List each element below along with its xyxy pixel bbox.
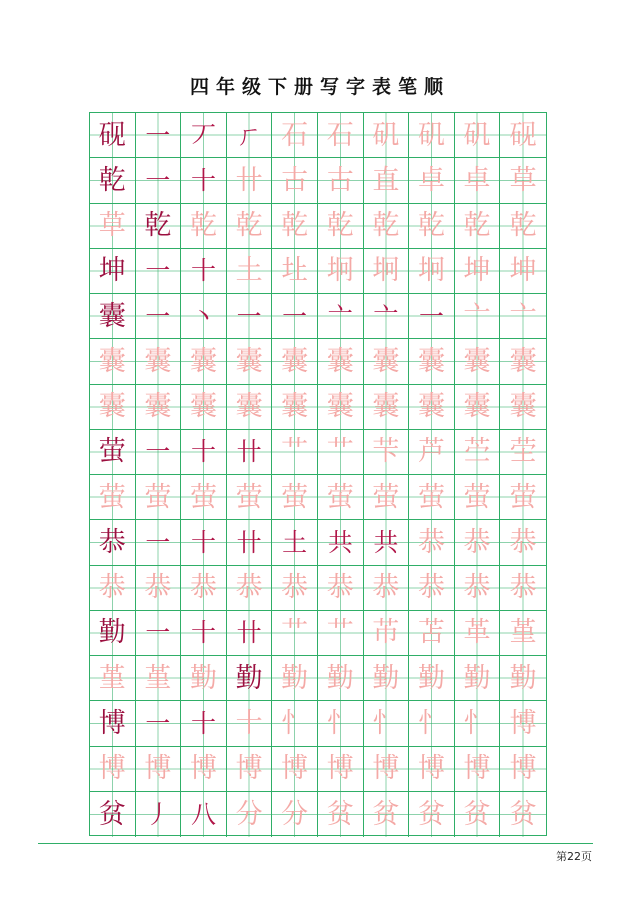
trace-cell: 艹 [272, 430, 318, 475]
trace-cell: 博 [272, 747, 318, 792]
trace-cell: 乾 [409, 204, 455, 249]
grid-row [90, 113, 546, 158]
trace-cell: 圵 [272, 249, 318, 294]
trace-cell: 囊 [136, 385, 182, 430]
grid-row [90, 294, 546, 339]
trace-cell: 忄 [409, 701, 455, 746]
trace-cell: 石 [272, 113, 318, 158]
trace-cell: 恭 [272, 566, 318, 611]
trace-cell: 革 [455, 611, 501, 656]
grid-row [90, 701, 546, 746]
trace-cell: 坰 [409, 249, 455, 294]
trace-cell: 贫 [364, 792, 410, 837]
grid-row [90, 747, 546, 792]
stroke-cell: 十 [181, 430, 227, 475]
trace-cell: 萤 [455, 475, 501, 520]
trace-cell: 卄 [227, 158, 273, 203]
trace-cell: 恭 [455, 566, 501, 611]
trace-cell: 芇 [364, 611, 410, 656]
trace-cell: 博 [500, 701, 546, 746]
trace-cell: 石 [318, 113, 364, 158]
trace-cell: 贫 [318, 792, 364, 837]
grid-row [90, 475, 546, 520]
trace-cell: 囊 [272, 385, 318, 430]
grid-row [90, 385, 546, 430]
character-cell: 坤 [90, 249, 136, 294]
grid-row [90, 249, 546, 294]
trace-cell: 博 [500, 747, 546, 792]
stroke-cell: 丿 [136, 792, 182, 837]
trace-cell: 勤 [409, 656, 455, 701]
stroke-cell: ㄏ [227, 113, 273, 158]
grid-row [90, 204, 546, 249]
trace-cell: 坤 [500, 249, 546, 294]
trace-cell: 囊 [136, 339, 182, 384]
trace-cell: 博 [90, 747, 136, 792]
stroke-cell: 十 [181, 520, 227, 565]
character-cell: 囊 [90, 294, 136, 339]
trace-cell: 萤 [409, 475, 455, 520]
trace-cell: 博 [136, 747, 182, 792]
trace-cell: 恭 [136, 566, 182, 611]
trace-cell: 艹 [318, 430, 364, 475]
trace-cell: 囊 [455, 385, 501, 430]
character-cell: 勤 [90, 611, 136, 656]
stroke-cell: 一 [136, 701, 182, 746]
character-cell: 恭 [90, 520, 136, 565]
stroke-cell: 一 [136, 520, 182, 565]
trace-cell: 忄 [455, 701, 501, 746]
trace-cell: 芐 [364, 430, 410, 475]
trace-cell: 恭 [181, 566, 227, 611]
stroke-cell: 一 [227, 294, 273, 339]
trace-cell: 砚 [500, 113, 546, 158]
grid-row [90, 611, 546, 656]
trace-cell: 萤 [90, 475, 136, 520]
trace-cell: 囊 [227, 385, 273, 430]
trace-cell: 乾 [500, 204, 546, 249]
stroke-cell: 一 [136, 430, 182, 475]
trace-cell: 恭 [455, 520, 501, 565]
trace-cell: 勤 [318, 656, 364, 701]
stroke-cell: 丶 [181, 294, 227, 339]
trace-cell: 贫 [500, 792, 546, 837]
trace-cell: 草 [90, 204, 136, 249]
trace-cell: 恭 [409, 566, 455, 611]
trace-cell: 萤 [364, 475, 410, 520]
stroke-order-grid [89, 112, 547, 836]
trace-cell: 囊 [500, 385, 546, 430]
trace-cell: 忄 [364, 701, 410, 746]
trace-cell: 囊 [455, 339, 501, 384]
trace-cell: 博 [318, 747, 364, 792]
trace-cell: 恭 [500, 566, 546, 611]
trace-cell: 矶 [409, 113, 455, 158]
stroke-cell: 土 [272, 520, 318, 565]
trace-cell: 恭 [227, 566, 273, 611]
stroke-cell: 亠 [318, 294, 364, 339]
stroke-cell: 八 [181, 792, 227, 837]
trace-cell: 乾 [364, 204, 410, 249]
trace-cell: 古 [318, 158, 364, 203]
grid-row [90, 339, 546, 384]
trace-cell: 萤 [272, 475, 318, 520]
trace-cell: 亠 [500, 294, 546, 339]
trace-cell: 恭 [409, 520, 455, 565]
stroke-cell: 亠 [364, 294, 410, 339]
stroke-cell: 一 [136, 158, 182, 203]
trace-cell: 卓 [409, 158, 455, 203]
stroke-cell: 一 [409, 294, 455, 339]
trace-cell: 囊 [409, 339, 455, 384]
trace-cell: 囊 [364, 339, 410, 384]
stroke-cell: 一 [136, 249, 182, 294]
trace-cell: 古 [272, 158, 318, 203]
stroke-cell: 十 [181, 249, 227, 294]
trace-cell: 乾 [455, 204, 501, 249]
stroke-cell: 卄 [227, 520, 273, 565]
trace-cell: 勤 [272, 656, 318, 701]
trace-cell: 芦 [409, 430, 455, 475]
trace-cell: 勤 [455, 656, 501, 701]
trace-cell: 苫 [409, 611, 455, 656]
grid-row [90, 158, 546, 203]
trace-cell: 堇 [90, 656, 136, 701]
trace-cell: 博 [409, 747, 455, 792]
trace-cell: 分 [227, 792, 273, 837]
trace-cell: 乾 [318, 204, 364, 249]
trace-cell: 艹 [272, 611, 318, 656]
trace-cell: 囊 [500, 339, 546, 384]
trace-cell: 恭 [500, 520, 546, 565]
grid-row [90, 430, 546, 475]
trace-cell: 坰 [318, 249, 364, 294]
grid-row [90, 656, 546, 701]
trace-cell: 恭 [90, 566, 136, 611]
footer-divider [38, 843, 593, 844]
character-cell: 贫 [90, 792, 136, 837]
trace-cell: 忄 [272, 701, 318, 746]
trace-cell: 博 [364, 747, 410, 792]
trace-cell: 恭 [364, 566, 410, 611]
trace-cell: 博 [181, 747, 227, 792]
trace-cell: 乾 [272, 204, 318, 249]
trace-cell: 囊 [272, 339, 318, 384]
trace-cell: 勤 [364, 656, 410, 701]
trace-cell: 博 [227, 747, 273, 792]
trace-cell: 乾 [227, 204, 273, 249]
trace-cell: 苎 [455, 430, 501, 475]
character-cell: 博 [90, 701, 136, 746]
trace-cell: 堇 [136, 656, 182, 701]
trace-cell: 直 [364, 158, 410, 203]
stroke-cell: 十 [181, 158, 227, 203]
stroke-cell: 丆 [181, 113, 227, 158]
trace-cell: 囊 [90, 385, 136, 430]
trace-cell: 囊 [364, 385, 410, 430]
stroke-cell: 一 [136, 294, 182, 339]
trace-cell: 囊 [181, 339, 227, 384]
trace-cell: 矶 [364, 113, 410, 158]
stroke-cell: 共 [364, 520, 410, 565]
stroke-cell: 卄 [227, 430, 273, 475]
page-number: 第22页 [556, 850, 592, 863]
trace-cell: 勤 [500, 656, 546, 701]
trace-cell: 艹 [318, 611, 364, 656]
character-cell: 砚 [90, 113, 136, 158]
grid-row [90, 792, 546, 837]
trace-cell: 恭 [318, 566, 364, 611]
grid-row [90, 566, 546, 611]
stroke-cell: 共 [318, 520, 364, 565]
trace-cell: 囊 [90, 339, 136, 384]
trace-cell: 囊 [318, 385, 364, 430]
trace-cell: 矶 [455, 113, 501, 158]
stroke-cell: 卄 [227, 611, 273, 656]
trace-cell: 卓 [455, 158, 501, 203]
page-title: 四年级下册写字表笔顺 [189, 76, 450, 98]
trace-cell: 亠 [455, 294, 501, 339]
trace-cell: 萤 [136, 475, 182, 520]
grid-row [90, 520, 546, 565]
stroke-cell: 一 [136, 113, 182, 158]
trace-cell: 草 [500, 158, 546, 203]
trace-cell: 萤 [500, 475, 546, 520]
trace-cell: 十 [227, 701, 273, 746]
stroke-cell: 十 [181, 701, 227, 746]
character-cell: 萤 [90, 430, 136, 475]
trace-cell: 土 [227, 249, 273, 294]
trace-cell: 博 [455, 747, 501, 792]
trace-cell: 萤 [318, 475, 364, 520]
stroke-cell: 一 [136, 611, 182, 656]
stroke-cell: 一 [272, 294, 318, 339]
trace-cell: 贫 [455, 792, 501, 837]
character-cell: 乾 [136, 204, 182, 249]
trace-cell: 萤 [227, 475, 273, 520]
trace-cell: 囊 [181, 385, 227, 430]
character-cell: 乾 [90, 158, 136, 203]
trace-cell: 囊 [409, 385, 455, 430]
trace-cell: 茔 [500, 430, 546, 475]
character-cell: 勤 [227, 656, 273, 701]
trace-cell: 贫 [409, 792, 455, 837]
trace-cell: 堇 [500, 611, 546, 656]
trace-cell: 乾 [181, 204, 227, 249]
trace-cell: 坰 [364, 249, 410, 294]
trace-cell: 萤 [181, 475, 227, 520]
trace-cell: 分 [272, 792, 318, 837]
trace-cell: 囊 [227, 339, 273, 384]
stroke-cell: 十 [181, 611, 227, 656]
trace-cell: 忄 [318, 701, 364, 746]
trace-cell: 勤 [181, 656, 227, 701]
trace-cell: 坤 [455, 249, 501, 294]
trace-cell: 囊 [318, 339, 364, 384]
